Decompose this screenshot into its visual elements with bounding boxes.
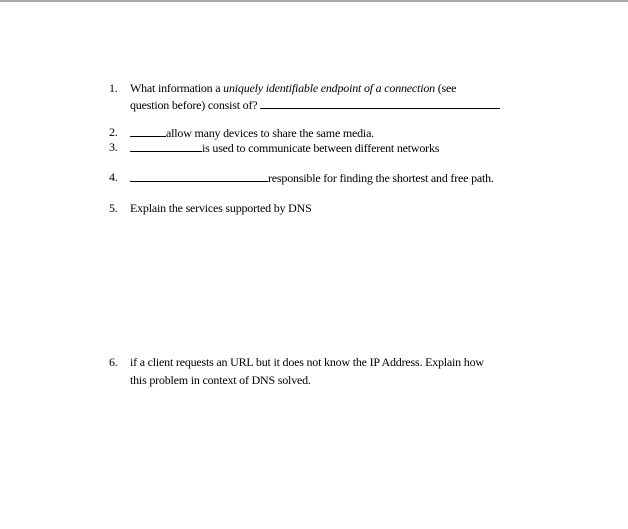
answer-blank[interactable] — [260, 97, 500, 109]
question-text — [130, 140, 439, 156]
answer-blank[interactable] — [130, 170, 268, 182]
question-text: Explain the services supported by DNS — [130, 201, 312, 215]
question-text: if a client requests an URL but it does not know the IP Address. Explain how — [130, 355, 484, 369]
question-text-suffix: (see — [434, 81, 457, 95]
question-text-line2: this problem in context of DNS solved. — [130, 373, 311, 387]
question-text — [130, 81, 456, 96]
question-text-line2 — [130, 97, 500, 113]
question-text — [130, 170, 494, 186]
question-text — [130, 125, 374, 141]
question-number: 1. — [109, 81, 118, 95]
question-line2-text: question before) consist of? — [130, 98, 258, 112]
answer-blank[interactable] — [130, 140, 202, 152]
question-3-text: is used to communicate between different networks — [202, 141, 440, 155]
question-2-text: allow many devices to share the same media. — [166, 126, 374, 140]
question-number: 2. — [109, 125, 118, 139]
answer-blank[interactable] — [130, 125, 166, 137]
question-number: 4. — [109, 170, 118, 184]
question-text-prefix: What information a — [130, 81, 224, 95]
question-number: 6. — [109, 355, 118, 369]
question-number: 3. — [109, 140, 118, 154]
question-number: 5. — [109, 201, 118, 215]
question-text-italic: uniquely identifiable endpoint of a connection — [223, 81, 435, 95]
question-4-text: responsible for finding the shortest and free path. — [268, 171, 494, 185]
